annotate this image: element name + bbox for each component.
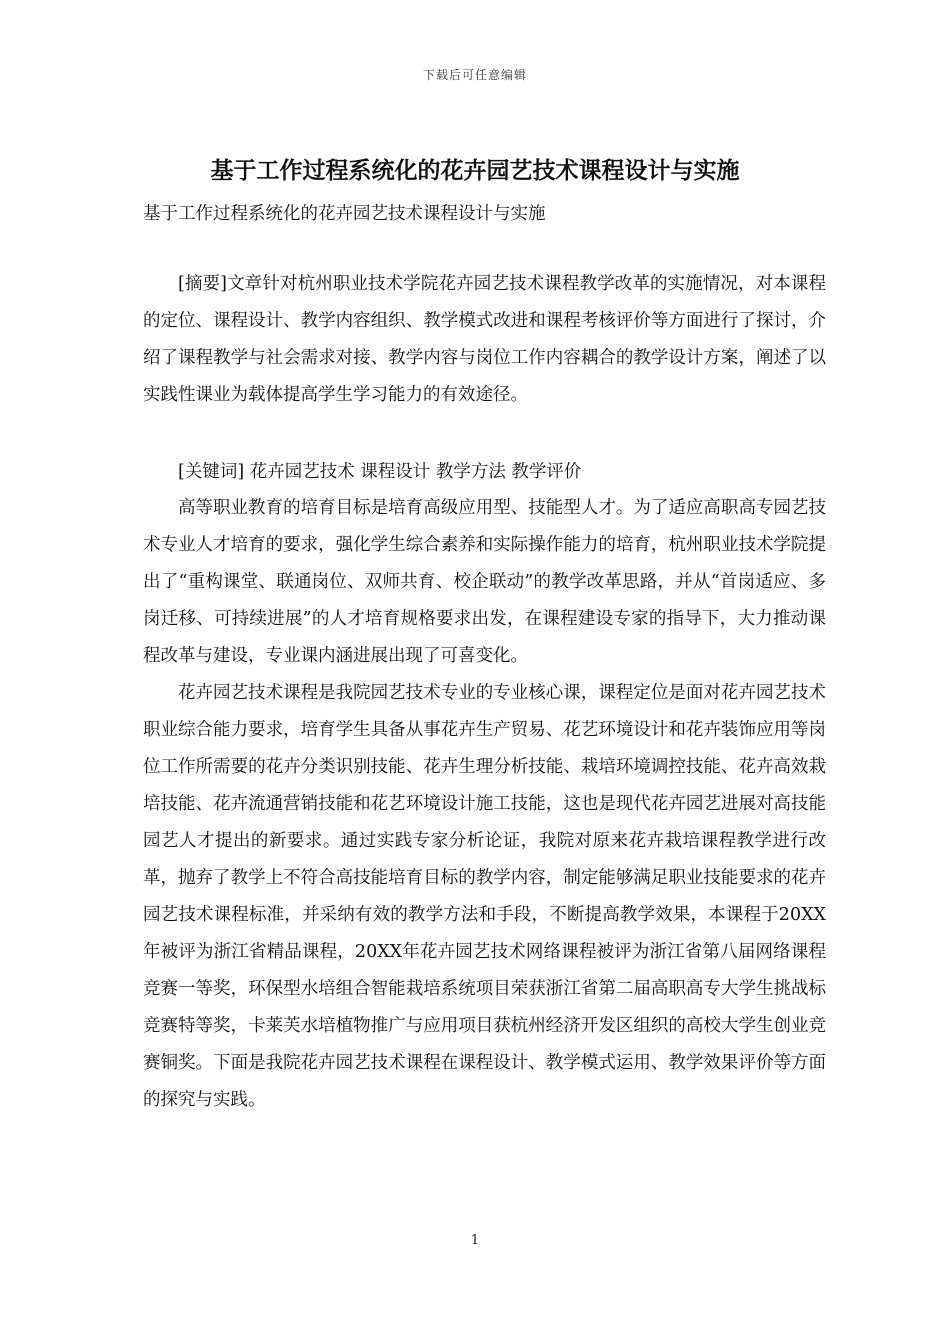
header-note: 下载后可任意编辑 [422, 68, 527, 82]
page-number: 1 [470, 1233, 480, 1248]
keywords-text: [关键词] 花卉园艺技术 课程设计 教学方法 教学评价 [178, 462, 582, 482]
body-section [143, 490, 826, 1119]
abstract-text: [摘要]文章针对杭州职业技术学院花卉园艺技术课程教学改革的实施情况，对本课程的定位、课程设计、教学内容组织、教学模式改进和课程考核评价等方面进行了探讨，介绍了课程教学与社会需求对接、教学内容与岗位工作内容耦合的教学设计方案，阐述了以实践性课业为载体提高学生学习能力的有效途径。 [143, 274, 826, 405]
body-paragraph: 高等职业教育的培育目标是培育高级应用型、技能型人才。为了适应高职高专园艺技术专业人才培育的要求，强化学生综合素养和实际操作能力的培育，杭州职业技术学院提出了“重构课堂、联通岗位、双师共育、校企联动”的教学改革思路，并从“首岗适应、多岗迁移、可持续进展”的人才培育规格要求出发，在课程建设专家的指导下，大力推动课程改革与建设，专业课内涵进展出现了可喜变化。 [143, 498, 826, 666]
abstract-section [143, 266, 826, 414]
body-paragraph: 花卉园艺技术课程是我院园艺技术专业的专业核心课，课程定位是面对花卉园艺技术职业综合能力要求，培育学生具备从事花卉生产贸易、花艺环境设计和花卉装饰应用等岗位工作所需要的花卉分类识别技能、花卉生理分析技能、栽培环境调控技能、花卉高效栽培技能、花卉流通营销技能和花艺环境设计施工技能，这也是现代花卉园艺进展对高技能园艺人才提出的新要求。通过实践专家分析论证，我院对原来花卉栽培课程教学进行改革，抛弃了教学上不符合高技能培育目标的教学内容，制定能够满足职业技能要求的花卉园艺技术课程标准，并采纳有效的教学方法和手段，不断提高教学效果，本课程于20XX年被评为浙江省精品课程，20XX年花卉园艺技术网络课程被评为浙江省第八届网络课程竞赛一等奖，环保型水培组合智能栽培系统项目荣获浙江省第二届高职高专大学生挑战标竞赛特等奖，卡莱芙水培植物推广与应用项目获杭州经济开发区组织的高校大学生创业竞赛铜奖。下面是我院花卉园艺技术课程在课程设计、教学模式运用、教学效果评价等方面的探究与实践。 [143, 683, 826, 1110]
keywords-section [143, 454, 826, 491]
document-subtitle: 基于工作过程系统化的花卉园艺技术课程设计与实施 [143, 204, 546, 224]
document-title: 基于工作过程系统化的花卉园艺技术课程设计与实施 [210, 157, 740, 184]
